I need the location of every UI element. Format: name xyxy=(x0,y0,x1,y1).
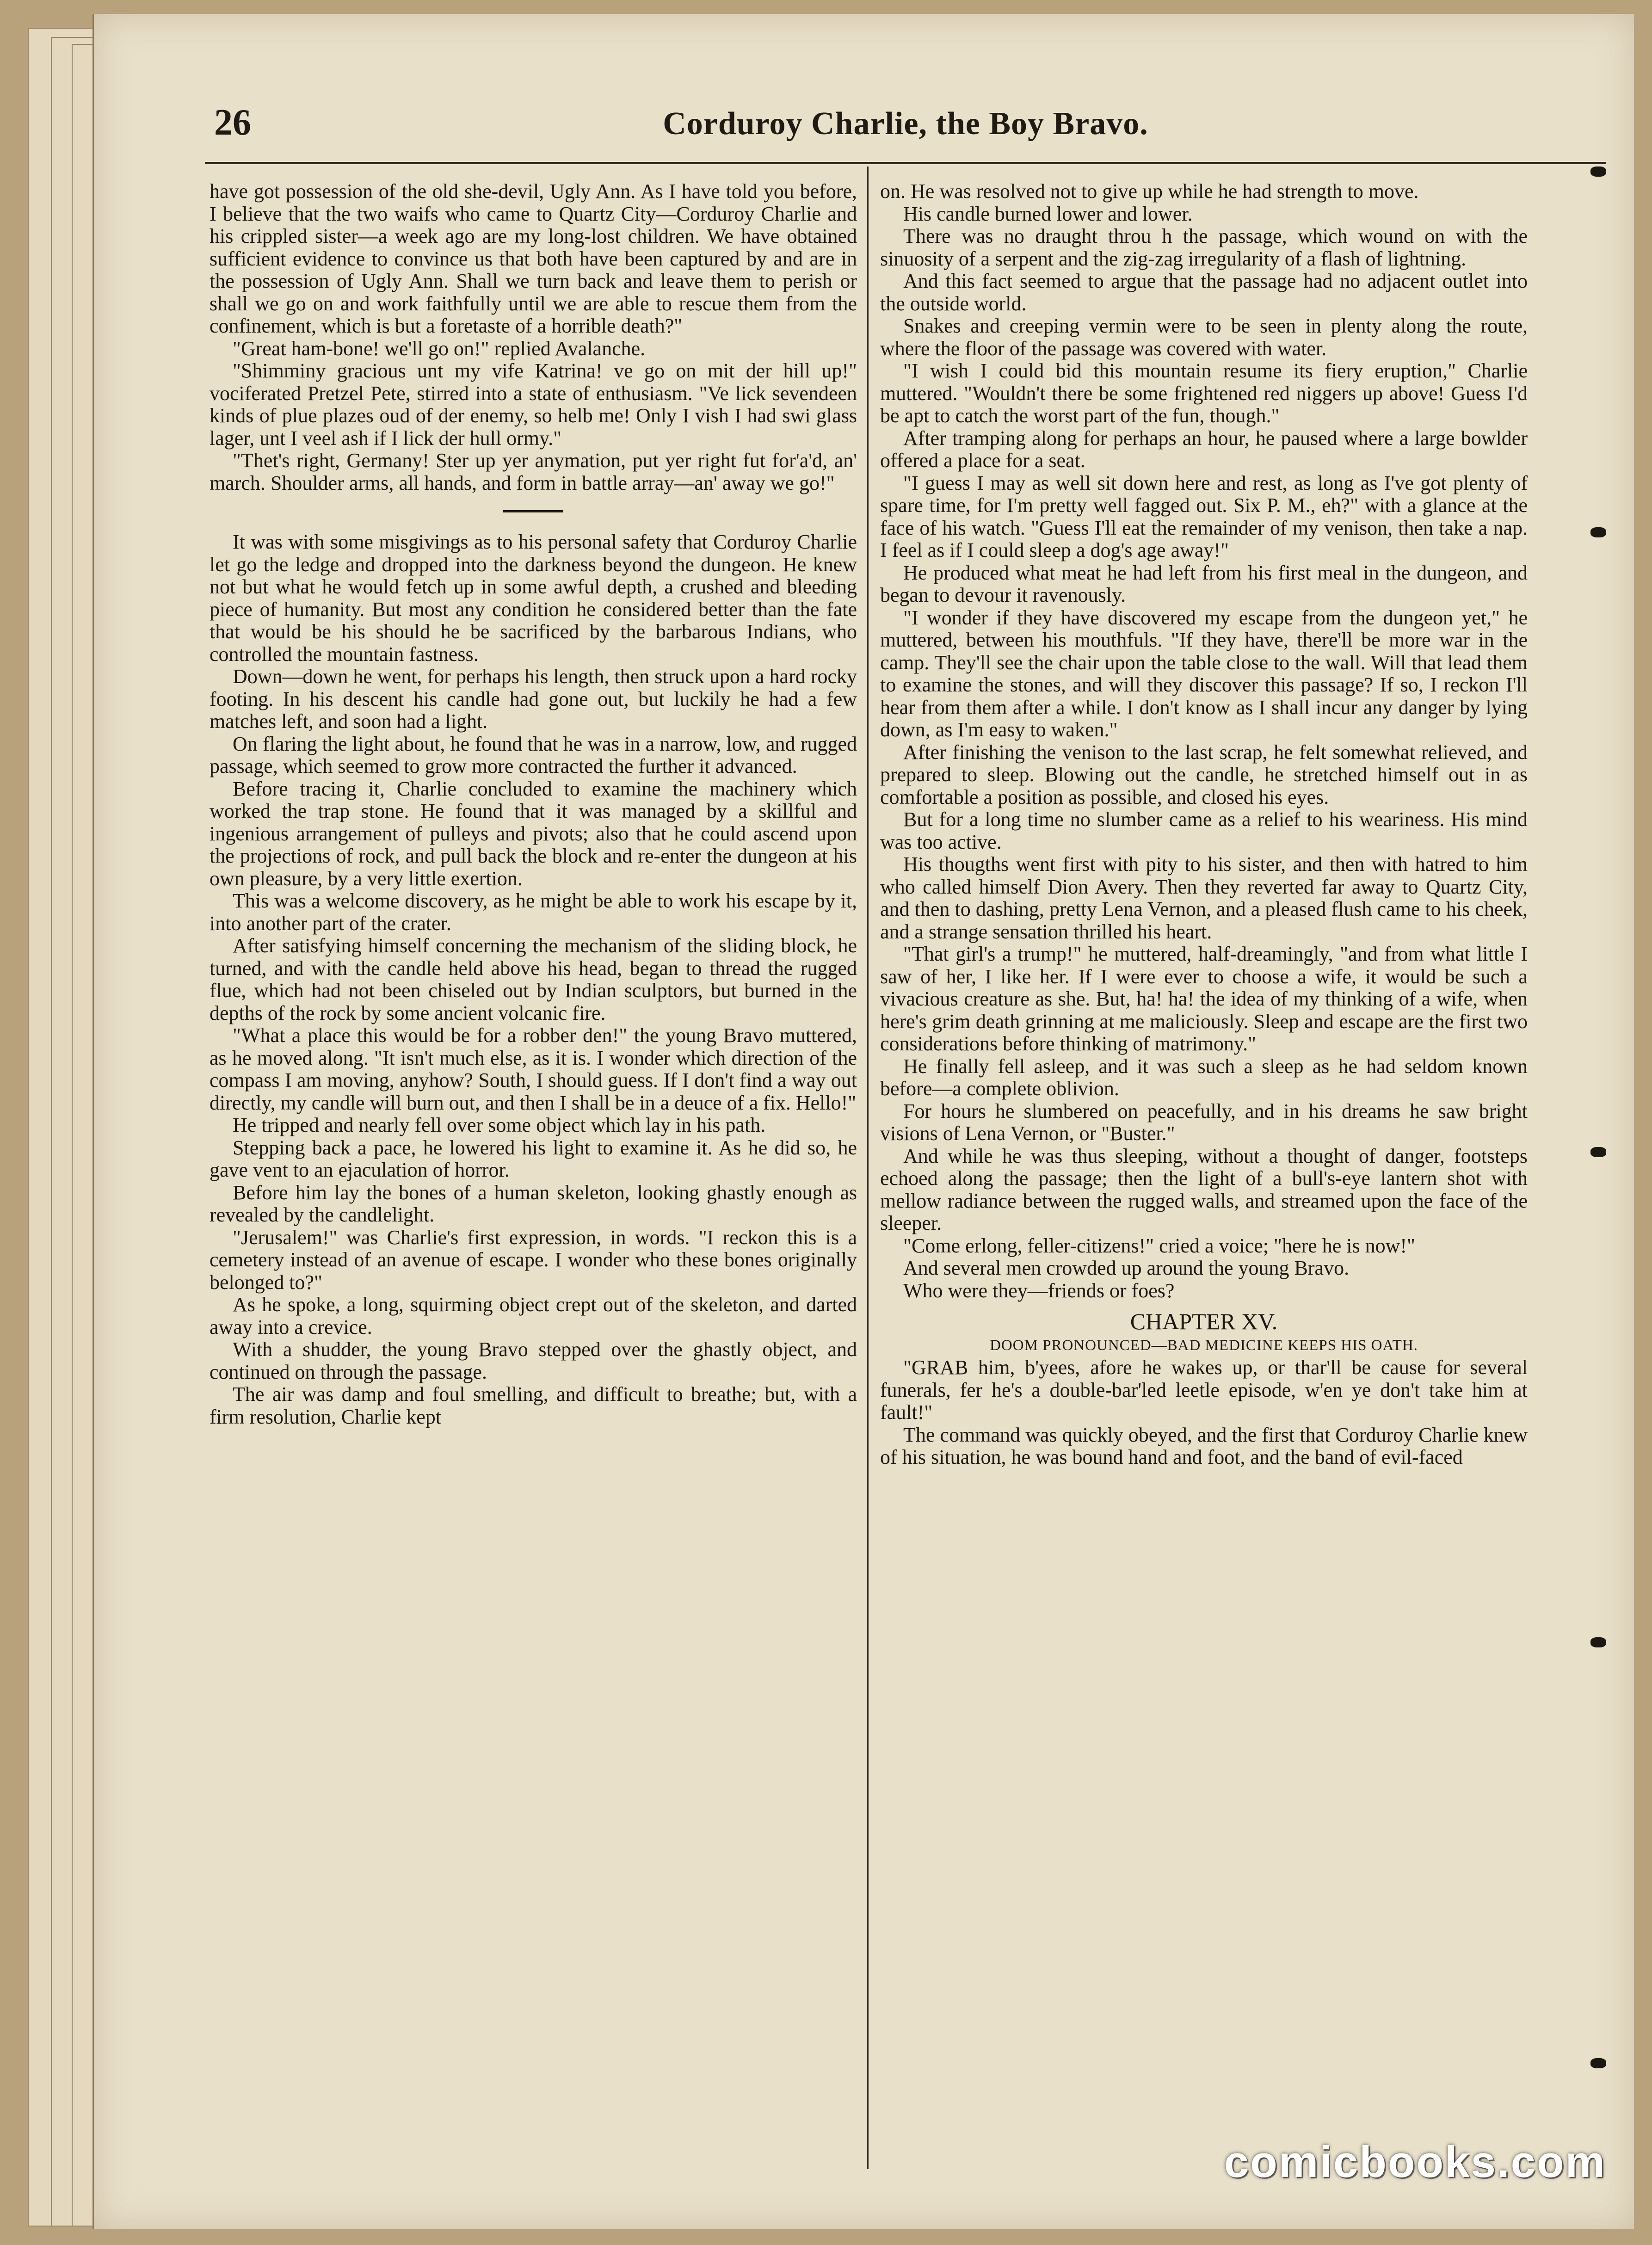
paragraph: On flaring the light about, he found that he was in a narrow, low, and rugged passage, which seemed to grow more contracted the further it advanced. xyxy=(210,732,857,777)
binding-hole xyxy=(1590,1147,1606,1157)
paragraph: "I guess I may as well sit down here and rest, as long as I've got plenty of spare time, for I'm pretty well fagged out. Six P. M., eh?" with a glance at the face of his watch. "Guess I'll eat the remainder of my venison, then take a nap. I feel as if I could sleep a dog's age away!" xyxy=(880,471,1528,561)
paragraph: have got possession of the old she-devil, Ugly Ann. As I have told you before, I believe that the two waifs who came to Quartz City—Corduroy Charlie and his crippled sister—a week ago are my long-lost children. We have obtained sufficient evidence to convince us that both have been captured by and are in the possession of Ugly Ann. Shall we turn back and leave them to perish or shall we go on and work faithfully until we are able to rescue them from the confinement, which is but a foretaste of a horrible death?" xyxy=(210,180,857,337)
binding-hole xyxy=(1590,527,1606,537)
paragraph: As he spoke, a long, squirming object crept out of the skeleton, and darted away into a crevice. xyxy=(210,1293,857,1338)
paragraph: He finally fell asleep, and it was such a sleep as he had seldom known before—a complete oblivion. xyxy=(880,1055,1528,1100)
paragraph: "Thet's right, Germany! Ster up yer anymation, put yer right fut for'a'd, an' march. Shoulder arms, all hands, and form in battle array—an' away we go!" xyxy=(210,449,857,494)
paragraph: It was with some misgivings as to his personal safety that Corduroy Charlie let go the ledge and dropped into the darkness beyond the dungeon. He knew not but what he would fetch up in some awful depth, a crushed and bleeding piece of humanity. But most any condition he considered better than the fate that would be his should he be sacrificed by the barbarous Indians, who controlled the mountain fastness. xyxy=(210,530,857,666)
column-rule xyxy=(867,167,869,2169)
paragraph: He produced what meat he had left from his first meal in the dungeon, and began to devour it ravenously. xyxy=(880,561,1528,606)
paragraph: And while he was thus sleeping, without a thought of danger, footsteps echoed along the passage; then the light of a bull's-eye lantern shot with mellow radiance between the rugged walls, and streamed upon the face of the sleeper. xyxy=(880,1144,1528,1234)
paragraph: Who were they—friends or foes? xyxy=(903,1279,1175,1302)
paragraph: With a shudder, the young Bravo stepped over the ghastly object, and continued on through the passage. xyxy=(210,1338,857,1383)
paragraph: After satisfying himself concerning the mechanism of the sliding block, he turned, and with the candle held above his head, began to thread the rugged flue, which had not been chiseled out by Indian sculptors, but burned in the depths of the rock by some ancient volcanic fire. xyxy=(210,934,857,1024)
right-column xyxy=(880,180,1528,2178)
paragraph: The air was damp and foul smelling, and difficult to breathe; but, with a firm resolution, Charlie kept xyxy=(210,1383,857,1428)
chapter-title: CHAPTER XV. xyxy=(1130,1308,1278,1334)
paragraph: "That girl's a trump!" he muttered, half-dreamingly, "and from what little I saw of her, I like her. If I were ever to choose a wife, it would be such a vivacious creature as she. But, ha! ha! the idea of my thinking of a wife, when here's grim death grinning at me maliciously. Sleep and escape are the first two considerations before thinking of matrimony." xyxy=(880,943,1528,1055)
running-title: Corduroy Charlie, the Boy Bravo. xyxy=(663,106,1148,142)
binding-hole xyxy=(1590,1637,1606,1647)
watermark: comicbooks.com xyxy=(1224,2137,1606,2187)
paragraph: "Jerusalem!" was Charlie's first expression, in words. "I reckon this is a cemetery instead of an avenue of escape. I wonder who these bones originally belonged to?" xyxy=(210,1226,857,1294)
paragraph: "Come erlong, feller-citizens!" cried a voice; "here he is now!" xyxy=(903,1234,1415,1257)
paragraph: And several men crowded up around the young Bravo. xyxy=(903,1257,1350,1279)
paragraph: on. He was resolved not to give up while he had strength to move. xyxy=(880,180,1419,203)
paragraph: Before tracing it, Charlie concluded to examine the machinery which worked the trap stone. He found that it was managed by a skillful and ingenious arrangement of pulleys and pivots; also that he could ascend upon the projections of rock, and pull back the block and re-enter the dungeon at his own pleasure, by a very little exertion. xyxy=(210,777,857,890)
binding-hole xyxy=(1590,2058,1606,2068)
paragraph: "Great ham-bone! we'll go on!" replied Avalanche. xyxy=(233,337,646,360)
paragraph: His thougths went first with pity to his sister, and then with hatred to him who called himself Dion Avery. Then they reverted far away to Quartz City, and then to dashing, pretty Lena Vernon, and a pleased flush came to his cheek, and a strange sensation thrilled his heart. xyxy=(880,853,1528,943)
paragraph: "What a place this would be for a robber den!" the young Bravo muttered, as he moved along. "It isn't much else, as it is. I wonder which direction of the compass I am moving, anyhow? South, I should guess. If I don't find a way out directly, my candle will burn out, and then I shall be in a deuce of a fix. Hello!" xyxy=(210,1024,857,1114)
paragraph: There was no draught throu h the passage, which wound on with the sinuosity of a serpent and the zig-zag irregularity of a flash of lightning. xyxy=(880,225,1528,270)
paragraph: Snakes and creeping vermin were to be seen in plenty along the route, where the floor of the passage was covered with water. xyxy=(880,315,1528,360)
left-column xyxy=(210,180,857,2178)
chapter-subtitle: DOOM PRONOUNCED—BAD MEDICINE KEEPS HIS OATH. xyxy=(990,1337,1418,1354)
paragraph: After tramping along for perhaps an hour, he paused where a large bowlder offered a place for a seat. xyxy=(880,426,1528,472)
paragraph: And this fact seemed to argue that the passage had no adjacent outlet into the outside world. xyxy=(880,270,1528,315)
paragraph: He tripped and nearly fell over some object which lay in his path. xyxy=(233,1114,766,1136)
binding-hole xyxy=(1590,167,1606,177)
paragraph: "GRAB him, b'yees, afore he wakes up, or thar'll be cause for several funerals, fer he's a double-bar'led leetle episode, w'en ye don't take him at fault!" xyxy=(880,1356,1528,1424)
section-break xyxy=(503,510,563,512)
paragraph: After finishing the venison to the last scrap, he felt somewhat relieved, and prepared to sleep. Blowing out the candle, he stretched himself out in as comfortable a position as possible, and closed his eyes. xyxy=(880,740,1528,808)
paragraph: But for a long time no slumber came as a relief to his weariness. His mind was too active. xyxy=(880,808,1528,853)
book-page xyxy=(92,14,1634,2229)
paragraph: For hours he slumbered on peacefully, and in his dreams he saw bright visions of Lena Vernon, or "Buster." xyxy=(880,1099,1528,1145)
paragraph: The command was quickly obeyed, and the first that Corduroy Charlie knew of his situation, he was bound hand and foot, and the band of evil-faced xyxy=(880,1423,1528,1468)
paragraph: His candle burned lower and lower. xyxy=(903,202,1193,225)
paragraph: Before him lay the bones of a human skeleton, looking ghastly enough as revealed by the candlelight. xyxy=(210,1181,857,1226)
page-header xyxy=(205,93,1606,164)
page-number: 26 xyxy=(214,102,251,143)
paragraph: "I wonder if they have discovered my escape from the dungeon yet," he muttered, between his mouthfuls. "If they have, there'll be more war in the camp. They'll see the chair upon the table close to the wall. Will that lead them to examine the stones, and will they discover this passage? If so, I reckon I'll hear from them after a while. I don't know as I shall incur any danger by lying down, as I'm easy to waken." xyxy=(880,606,1528,741)
paragraph: Down—down he went, for perhaps his length, then struck upon a hard rocky footing. In his descent his candle had gone out, but luckily he had a few matches left, and soon had a light. xyxy=(210,665,857,733)
paragraph: "Shimminy gracious unt my vife Katrina! ve go on mit der hill up!" vociferated Pretzel Pete, stirred into a state of enthusiasm. "Ve lick sevendeen kinds of plue plazes oud of der enemy, so helb me! Only I vish I had swi glass lager, unt I veel ash if I lick der hull ormy." xyxy=(210,359,857,450)
paragraph: Stepping back a pace, he lowered his light to examine it. As he did so, he gave vent to an ejaculation of horror. xyxy=(210,1136,857,1181)
paragraph: This was a welcome discovery, as he might be able to work his escape by it, into another part of the crater. xyxy=(210,889,857,935)
paragraph: "I wish I could bid this mountain resume its fiery eruption," Charlie muttered. "Wouldn't there be some frightened red niggers up above! Guess I'd be apt to catch the worst part of the fun, though." xyxy=(880,359,1528,427)
